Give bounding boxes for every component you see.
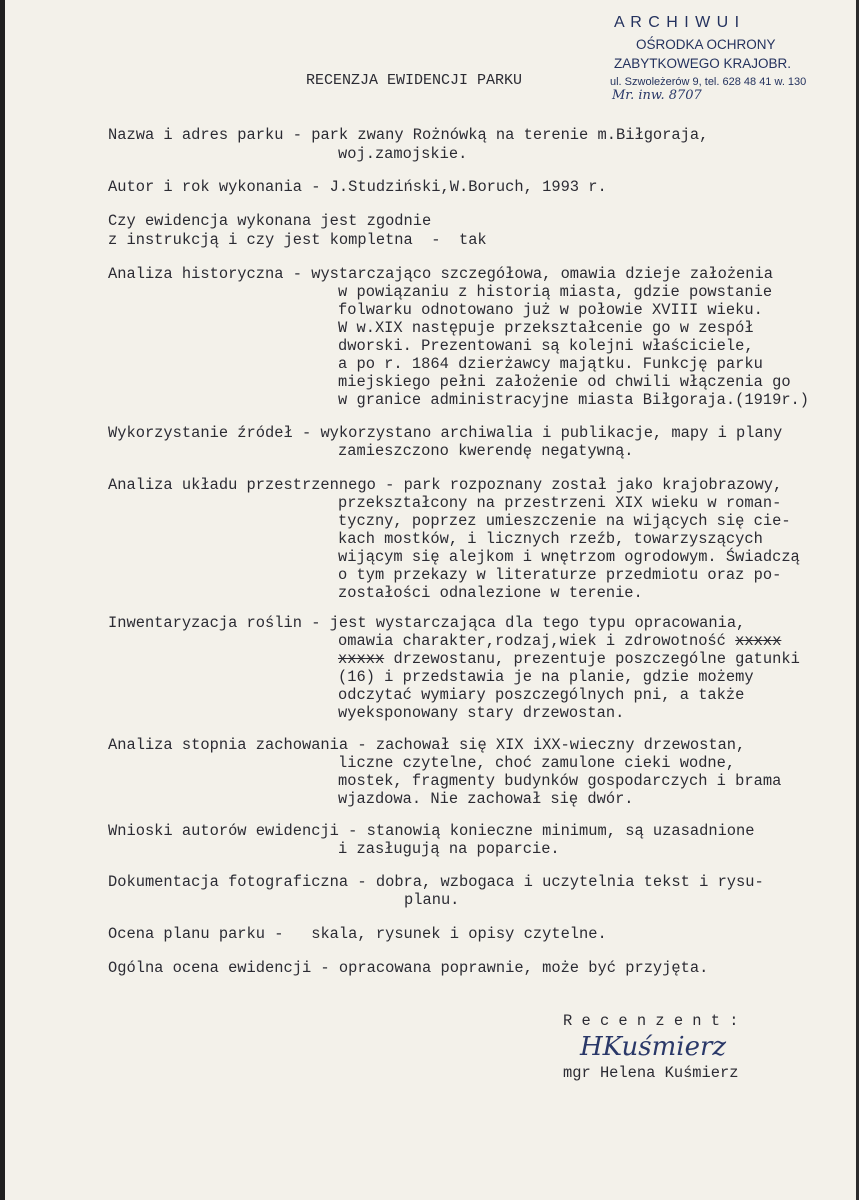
section-label: Wnioski autorów ewidencji - xyxy=(108,822,367,840)
stamp-line-4: ul. Szwoleżerów 9, tel. 628 48 41 w. 130 xyxy=(610,76,807,88)
section-line: jest wystarczająca dla tego typu opracowania, xyxy=(329,614,746,632)
section-line: wjazdowa. Nie zachował się dwór. xyxy=(338,790,634,808)
section-label: Analiza układu przestrzennego - xyxy=(108,476,404,494)
section-line: park zwany Rożnówką na terenie m.Biłgoraja, xyxy=(311,126,709,144)
scan-edge-left xyxy=(0,0,5,1200)
section-line: z instrukcją i czy jest kompletna - tak xyxy=(108,231,487,249)
section-label: Ogólna ocena ewidencji - xyxy=(108,959,339,977)
section-line: w powiązaniu z historią miasta, gdzie powstanie xyxy=(338,283,773,301)
section-line: wystarczająco szczegółowa, omawia dzieje założenia xyxy=(311,265,773,283)
struck-out-text: xxxxx xyxy=(338,650,385,668)
section-line: planu. xyxy=(404,891,460,909)
section-line: zachował się XIX iXX-wieczny drzewostan, xyxy=(375,736,746,754)
section-line: dobra, wzbogaca i uczytelnia tekst i rysu- xyxy=(375,873,764,891)
section-line: o tym przekazy w literaturze przedmiotu oraz po- xyxy=(338,566,782,584)
section-line: skala, rysunek i opisy czytelne. xyxy=(311,925,607,943)
section-line: liczne czytelne, choć zamulone cieki wodne, xyxy=(338,754,736,772)
stamp-line-2: OŚRODKA OCHRONY xyxy=(636,37,776,52)
section-label: Wykorzystanie źródeł - xyxy=(108,424,321,442)
section-line: (16) i przedstawia je na planie, gdzie możemy xyxy=(338,668,754,686)
section-line: omawia charakter,rodzaj,wiek i zdrowotność xyxy=(338,632,736,650)
section-line: dworski. Prezentowani są kolejni właściciele, xyxy=(338,337,754,355)
section-line: opracowana poprawnie, może być przyjęta. xyxy=(338,959,709,977)
section-line: park rozpoznany został jako krajobrazowy, xyxy=(403,476,783,494)
section-label: Dokumentacja fotograficzna - xyxy=(108,873,376,891)
section-line: W w.XIX następuje przekształcenie go w zespół xyxy=(338,319,754,337)
section-label: Analiza stopnia zachowania - xyxy=(108,736,376,754)
handwritten-signature: HKuśmierz xyxy=(580,1032,727,1062)
section-label: Autor i rok wykonania - xyxy=(108,178,330,196)
section-line: woj.zamojskie. xyxy=(338,145,468,163)
section-line: a po r. 1864 dzierżawcy majątku. Funkcję parku xyxy=(338,355,763,373)
section-label: Ocena planu parku - xyxy=(108,925,312,943)
section-label: Analiza historyczna - xyxy=(108,265,312,283)
section-line: drzewostanu, prezentuje poszczególne gatunki xyxy=(393,650,800,668)
section-label: Nazwa i adres parku - xyxy=(108,126,312,144)
stamp-handwritten-number: Mr. inw. 8707 xyxy=(612,88,702,103)
section-line: zamieszczono kwerendę negatywną. xyxy=(338,442,634,460)
section-line: J.Studziński,W.Boruch, 1993 r. xyxy=(329,178,607,196)
section-label: Inwentaryzacja roślin - xyxy=(108,614,330,632)
section-line: folwarku odnotowano już w połowie XVIII wieku. xyxy=(338,301,763,319)
stamp-line-3: ZABYTKOWEGO KRAJOBR. xyxy=(614,56,792,71)
page-title: RECENZJA EWIDENCJI PARKU xyxy=(306,72,523,89)
section-line: wykorzystano archiwalia i publikacje, mapy i plany xyxy=(320,424,783,442)
section-line: tyczny, poprzez umieszczenie na wijących się cie- xyxy=(338,512,791,530)
section-line: w granice administracyjne miasta Biłgoraja.(1919r.) xyxy=(338,391,810,409)
section-line: kach mostków, i licznych rzeźb, towarzyszących xyxy=(338,530,763,548)
reviewer-name: mgr Helena Kuśmierz xyxy=(563,1064,739,1082)
section-line: wijącym się alejkom i wnętrzom ogrodowym. Świadczą xyxy=(338,548,800,566)
reviewer-heading: R e c e n z e n t : xyxy=(563,1012,739,1030)
section-line: odczytać wymiary poszczególnych pni, a także xyxy=(338,686,745,704)
struck-out-text: xxxxx xyxy=(735,632,782,650)
section-line: wyeksponowany stary drzewostan. xyxy=(338,704,625,722)
section-line: i zasługują na poparcie. xyxy=(338,840,560,858)
section-line: Czy ewidencja wykonana jest zgodnie xyxy=(108,212,432,230)
section-line: mostek, fragmenty budynków gospodarczych i brama xyxy=(338,772,782,790)
section-line: zostałości odnalezione w terenie. xyxy=(338,584,643,602)
stamp-line-1: A R C H I W U I xyxy=(614,14,741,31)
section-line: stanowią konieczne minimum, są uzasadnione xyxy=(366,822,755,840)
section-line: przekształcony na przestrzeni XIX wieku w roman- xyxy=(338,494,782,512)
section-line: miejskiego pełni założenie od chwili włączenia go xyxy=(338,373,791,391)
